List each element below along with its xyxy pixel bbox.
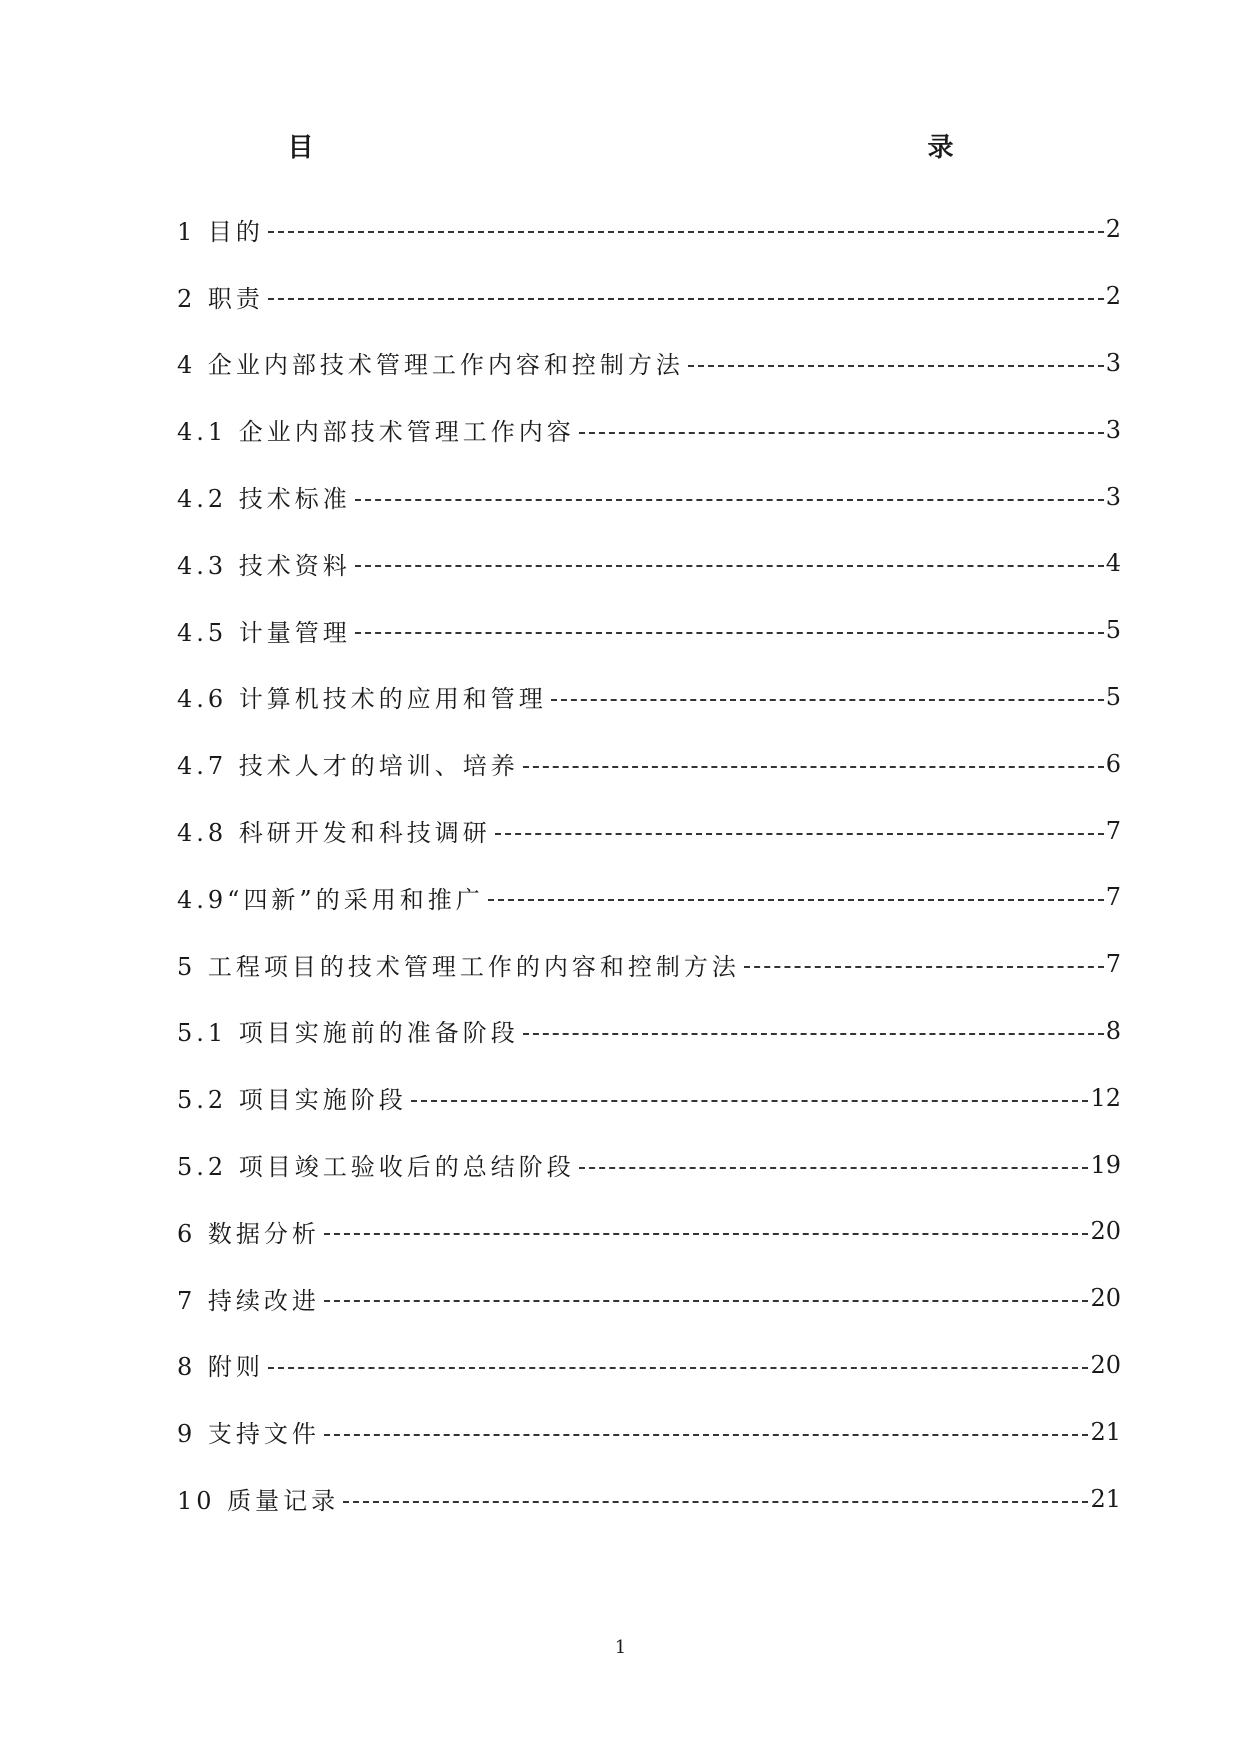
toc-leader [268,231,1104,233]
toc-leader [355,565,1104,567]
toc-leader [688,365,1104,367]
toc-entry-page: 3 [1105,482,1121,511]
toc-entry-label: 2 职责 [177,284,264,313]
toc-entry-label: 6 数据分析 [177,1219,320,1248]
toc-entry[interactable] [177,597,1121,664]
toc-leader [355,499,1104,501]
toc-entry-label: 4.1 企业内部技术管理工作内容 [177,418,575,447]
toc-entry[interactable] [177,530,1121,597]
toc-entry[interactable] [177,797,1121,864]
toc-leader [523,766,1104,768]
toc-entry-label: 5.2 项目竣工验收后的总结阶段 [177,1153,575,1182]
page-number: 1 [614,1637,627,1658]
toc-entry-label: 9 支持文件 [177,1420,320,1449]
toc-leader [268,298,1104,300]
toc-leader [411,1100,1089,1102]
toc-entry[interactable] [177,1398,1121,1465]
toc-entry[interactable] [177,1465,1121,1532]
toc-entry-label: 4.8 科研开发和科技调研 [177,819,491,848]
toc-entry-label: 4 企业内部技术管理工作内容和控制方法 [177,351,684,380]
toc-entry[interactable] [177,1265,1121,1332]
toc-leader [579,1167,1089,1169]
toc-leader [355,632,1104,634]
toc-entry-page: 7 [1105,816,1121,845]
toc-entry-page: 19 [1090,1150,1121,1179]
toc-entry-label: 4.2 技术标准 [177,485,351,514]
toc-entry-label: 5 工程项目的技术管理工作的内容和控制方法 [177,952,740,981]
toc-entry-label: 4.9“四新”的采用和推广 [177,885,484,914]
toc-entry[interactable] [177,330,1121,397]
toc-entry[interactable] [177,263,1121,330]
toc-entry-page: 20 [1090,1284,1121,1313]
toc-entry[interactable] [177,730,1121,797]
toc-entry-page: 12 [1090,1083,1121,1112]
toc-entry[interactable] [177,931,1121,998]
toc-entry[interactable] [177,664,1121,731]
toc-leader [744,966,1104,968]
toc-leader [324,1300,1089,1302]
toc-entry-page: 7 [1105,950,1121,979]
toc-entry[interactable] [177,1064,1121,1131]
toc-entry-label: 5.2 项目实施阶段 [177,1086,407,1115]
toc-entry[interactable] [177,864,1121,931]
toc-entry[interactable] [177,1198,1121,1265]
toc-entry[interactable] [177,1332,1121,1399]
toc-entry[interactable] [177,1131,1121,1198]
toc-entry-page: 20 [1090,1217,1121,1246]
toc-entry-page: 4 [1105,549,1121,578]
toc-leader [324,1434,1089,1436]
toc-list [177,196,1121,1532]
toc-entry-page: 3 [1105,348,1121,377]
toc-leader [551,699,1104,701]
toc-entry[interactable] [177,396,1121,463]
toc-leader [488,899,1104,901]
toc-entry-label: 8 附则 [177,1353,264,1382]
toc-leader [495,833,1104,835]
toc-entry-page: 21 [1090,1417,1121,1446]
toc-entry[interactable] [177,196,1121,263]
toc-entry-page: 8 [1105,1016,1121,1045]
toc-entry-page: 20 [1090,1350,1121,1379]
toc-leader [324,1233,1089,1235]
toc-entry-label: 5.1 项目实施前的准备阶段 [177,1019,519,1048]
toc-entry-page: 2 [1105,215,1121,244]
toc-title: 目 录 [287,133,1088,163]
toc-entry-label: 7 持续改进 [177,1286,320,1315]
toc-leader [579,432,1104,434]
toc-entry-page: 5 [1105,616,1121,645]
toc-entry[interactable] [177,463,1121,530]
toc-leader [523,1033,1104,1035]
toc-entry-label: 4.6 计算机技术的应用和管理 [177,685,547,714]
toc-entry-label: 4.3 技术资料 [177,551,351,580]
toc-entry-page: 21 [1090,1484,1121,1513]
toc-leader [268,1367,1089,1369]
toc-entry-page: 2 [1105,282,1121,311]
toc-entry[interactable] [177,998,1121,1065]
toc-entry-label: 4.7 技术人才的培训、培养 [177,752,519,781]
toc-entry-page: 6 [1105,749,1121,778]
toc-entry-page: 7 [1105,883,1121,912]
toc-leader [343,1501,1088,1503]
toc-entry-label: 4.5 计量管理 [177,618,351,647]
toc-entry-label: 10 质量记录 [177,1487,340,1516]
toc-entry-page: 3 [1105,415,1121,444]
toc-entry-label: 1 目的 [177,217,264,246]
toc-entry-page: 5 [1105,682,1121,711]
